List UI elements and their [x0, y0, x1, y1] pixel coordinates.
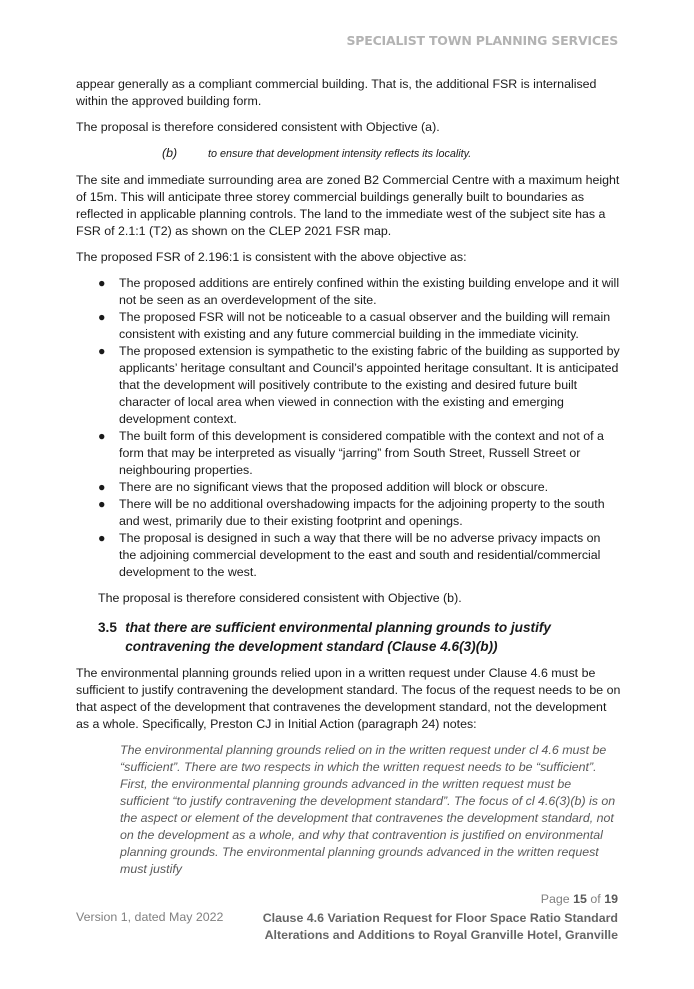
list-item: ● The proposed FSR will not be noticeable to a casual observer and the building will remain consistent with existing and any future commercial building in the immediate vicinity.: [98, 310, 611, 341]
objective-text: to ensure that development intensity reflects its locality.: [208, 148, 472, 160]
section-heading: [98, 618, 621, 656]
bullet-icon: ●: [98, 344, 106, 358]
list-item: ● There will be no additional overshadowing impacts for the adjoining property to the south and west, primarily due to their existing footprint and openings.: [98, 497, 605, 528]
bullet-icon: ●: [98, 480, 106, 494]
list-item: ● The proposed additions are entirely confined within the existing building envelope and it will not be seen as an overdevelopment of the site.: [98, 276, 620, 307]
paragraph: The proposed FSR of 2.196:1 is consistent with the above objective as:: [76, 250, 467, 264]
section-title: that there are sufficient environmental planning grounds to justify contravening the development standard (Clause 4.6(3)(b)): [125, 620, 551, 654]
footer-document-title: Clause 4.6 Variation Request for Floor Space Ratio Standard Alterations and Additions to Royal Granville Hotel, Granville: [262, 911, 618, 942]
paragraph: The site and immediate surrounding area are zoned B2 Commercial Centre with a maximum height of 15m. This will anticipate three storey commercial buildings generally built to boundaries as reflected in applicable planning controls. The land to the immediate west of the subject site has a FSR of 2.1:1 (T2) as shown on the CLEP 2021 FSR map.: [76, 173, 620, 238]
bullet-icon: ●: [98, 310, 106, 324]
paragraph: The environmental planning grounds relied upon in a written request under Clause 4.6 must be sufficient to justify contravening the development standard. The focus of the request needs to be on that aspect of the development that contravenes the development standard, not the development as a whole. Specifically, Preston CJ in Initial Action (paragraph 24) notes:: [76, 666, 621, 731]
objective-b: [162, 145, 621, 163]
bullet-icon: ●: [98, 276, 106, 290]
page-number: Page 15 of 19: [540, 892, 618, 906]
bullet-icon: ●: [98, 497, 106, 511]
list-item: ● There are no significant views that the proposed addition will block or obscure.: [98, 480, 549, 494]
bullet-icon: ●: [98, 531, 106, 545]
page-header-company: SPECIALIST TOWN PLANNING SERVICES: [346, 33, 618, 48]
paragraph: The proposal is therefore considered consistent with Objective (a).: [76, 120, 440, 134]
objective-label: (b): [162, 146, 178, 160]
bullet-icon: ●: [98, 429, 106, 443]
paragraph: appear generally as a compliant commercial building. That is, the additional FSR is internalised within the approved building form.: [76, 77, 597, 108]
paragraph: The proposal is therefore considered consistent with Objective (b).: [98, 591, 462, 605]
footer-version: Version 1, dated May 2022: [76, 910, 224, 924]
list-item: ● The proposed extension is sympathetic to the existing fabric of the building as supported by applicants’ heritage consultant and Council’s appointed heritage consultant. It is anticipated that the development will positively contribute to the existing and desired future built character of local area when viewed in connection with the existing and emerging development context.: [98, 344, 620, 426]
document-body: [76, 76, 621, 878]
block-quote: The environmental planning grounds relied on in the written request under cl 4.6 must be “sufficient”. There are two respects in which the written request needs to be “sufficient”. First, the environmental planning grounds advanced in the written request must be sufficient “to justify contravening the development standard”. The focus of cl 4.6(3)(b) is on the aspect or element of the development that contravenes the development standard, not on the development as a whole, and why that contravention is justified on environmental planning grounds. The environmental planning grounds advanced in the written request must justify: [120, 743, 616, 876]
bullet-list: [76, 275, 621, 581]
list-item: ● The proposal is designed in such a way that there will be no adverse privacy impacts on the adjoining commercial development to the east and south and residential/commercial development to the west.: [98, 531, 601, 579]
section-number: 3.5: [98, 620, 117, 635]
list-item: ● The built form of this development is considered compatible with the context and not of a form that may be interpreted as visually “jarring” from South Street, Russell Street or neighbouring properties.: [98, 429, 604, 477]
